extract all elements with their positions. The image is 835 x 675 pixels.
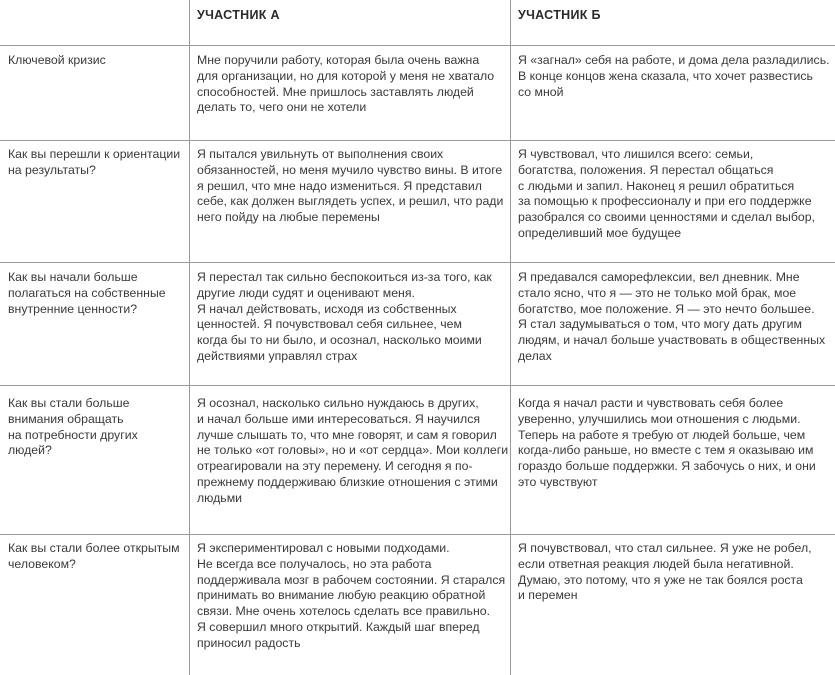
row-answer-b: Я почувствовал, что стал сильнее. Я уже не робел, если ответная реакция людей была негативной. Думаю, это потому, что я уже не так боялся роста и перемен: [518, 541, 812, 603]
row-answer-a: Я экспериментировал с новыми подходами. Не всегда все получалось, но эта работа поддерживала мозг в рабочем состоянии. Я старался принимать во внимание любую реакцию обратной связи. Мне очень хотелось сделать все правильно. Я совершил много открытий. Каждый шаг вперед приносил радость: [197, 541, 506, 650]
row-answer-a: Я перестал так сильно беспокоиться из-за того, как другие люди судят и оценивают меня. Я начал действовать, исходя из собственных ценностей. Я почувствовал себя сильнее, чем когда бы то ни было, и осознал, насколько моими действиями управлял страх: [197, 270, 492, 363]
row-answer-b: Я предавался саморефлексии, вел дневник. Мне стало ясно, что я — это не только мой брак, мое богатство, мое положение. Я — это нечто большее. Я стал задумываться о том, что могу дать другим людям, и начал больше участвовать в общественных делах: [518, 270, 826, 363]
header-participant-b: УЧАСТНИК Б: [518, 8, 601, 22]
header-divider: [0, 45, 835, 46]
row-answer-a: Мне поручили работу, которая была очень важна для организации, но для которой у меня не хватало способностей. Мне пришлось заставлять людей делать то, чего они не хотели: [197, 53, 495, 115]
row-question: Как вы начали больше полагаться на собственные внутренние ценности?: [8, 270, 166, 316]
column-divider-b: [510, 0, 511, 675]
row-answer-a: Я осознал, насколько сильно нуждаюсь в других, и начал больше ими интересоваться. Я научился лучше слышать то, что мне говорят, и сам я говорил не только «от головы», но и «от сердца». Мои коллеги отреагировали на эту перемену. И сегодня я по- прежнему поддерживаю близкие отношения с этими людьми: [197, 396, 509, 505]
row-question: Ключевой кризис: [8, 53, 106, 67]
row-answer-b: Когда я начал расти и чувствовать себя более уверенно, улучшились мои отношения с людьми. Теперь на работе я требую от людей больше, чем когда-либо раньше, но вместе с тем я оказываю им гораздо больше поддержки. Я забочусь о них, и они это чувствуют: [518, 396, 816, 489]
row-divider: [0, 385, 835, 386]
header-participant-a: УЧАСТНИК А: [197, 8, 280, 22]
row-divider: [0, 140, 835, 141]
row-answer-a: Я пытался увильнуть от выполнения своих обязанностей, но меня мучило чувство вины. В итоге я решил, что мне надо измениться. Я представил себе, как должен выглядеть успех, и решил, что ради него пойду на любые перемены: [197, 147, 504, 225]
row-answer-b: Я «загнал» себя на работе, и дома дела разладились. В конце концов жена сказала, что хочет развестись со мной: [518, 53, 830, 99]
row-question: Как вы перешли к ориентации на результаты?: [8, 147, 181, 177]
row-question: Как вы стали больше внимания обращать на потребности других людей?: [8, 396, 138, 458]
row-answer-b: Я чувствовал, что лишился всего: семьи, богатства, положения. Я перестал общаться с людьми и запил. Наконец я решил обратиться за помощью к профессионалу и при его поддержке разобрался со своими ценностями и сделал выбор, определивший мое будущее: [518, 147, 816, 240]
column-divider-a: [189, 0, 190, 675]
row-divider: [0, 534, 835, 535]
row-divider: [0, 262, 835, 263]
row-question: Как вы стали более открытым человеком?: [8, 541, 180, 571]
